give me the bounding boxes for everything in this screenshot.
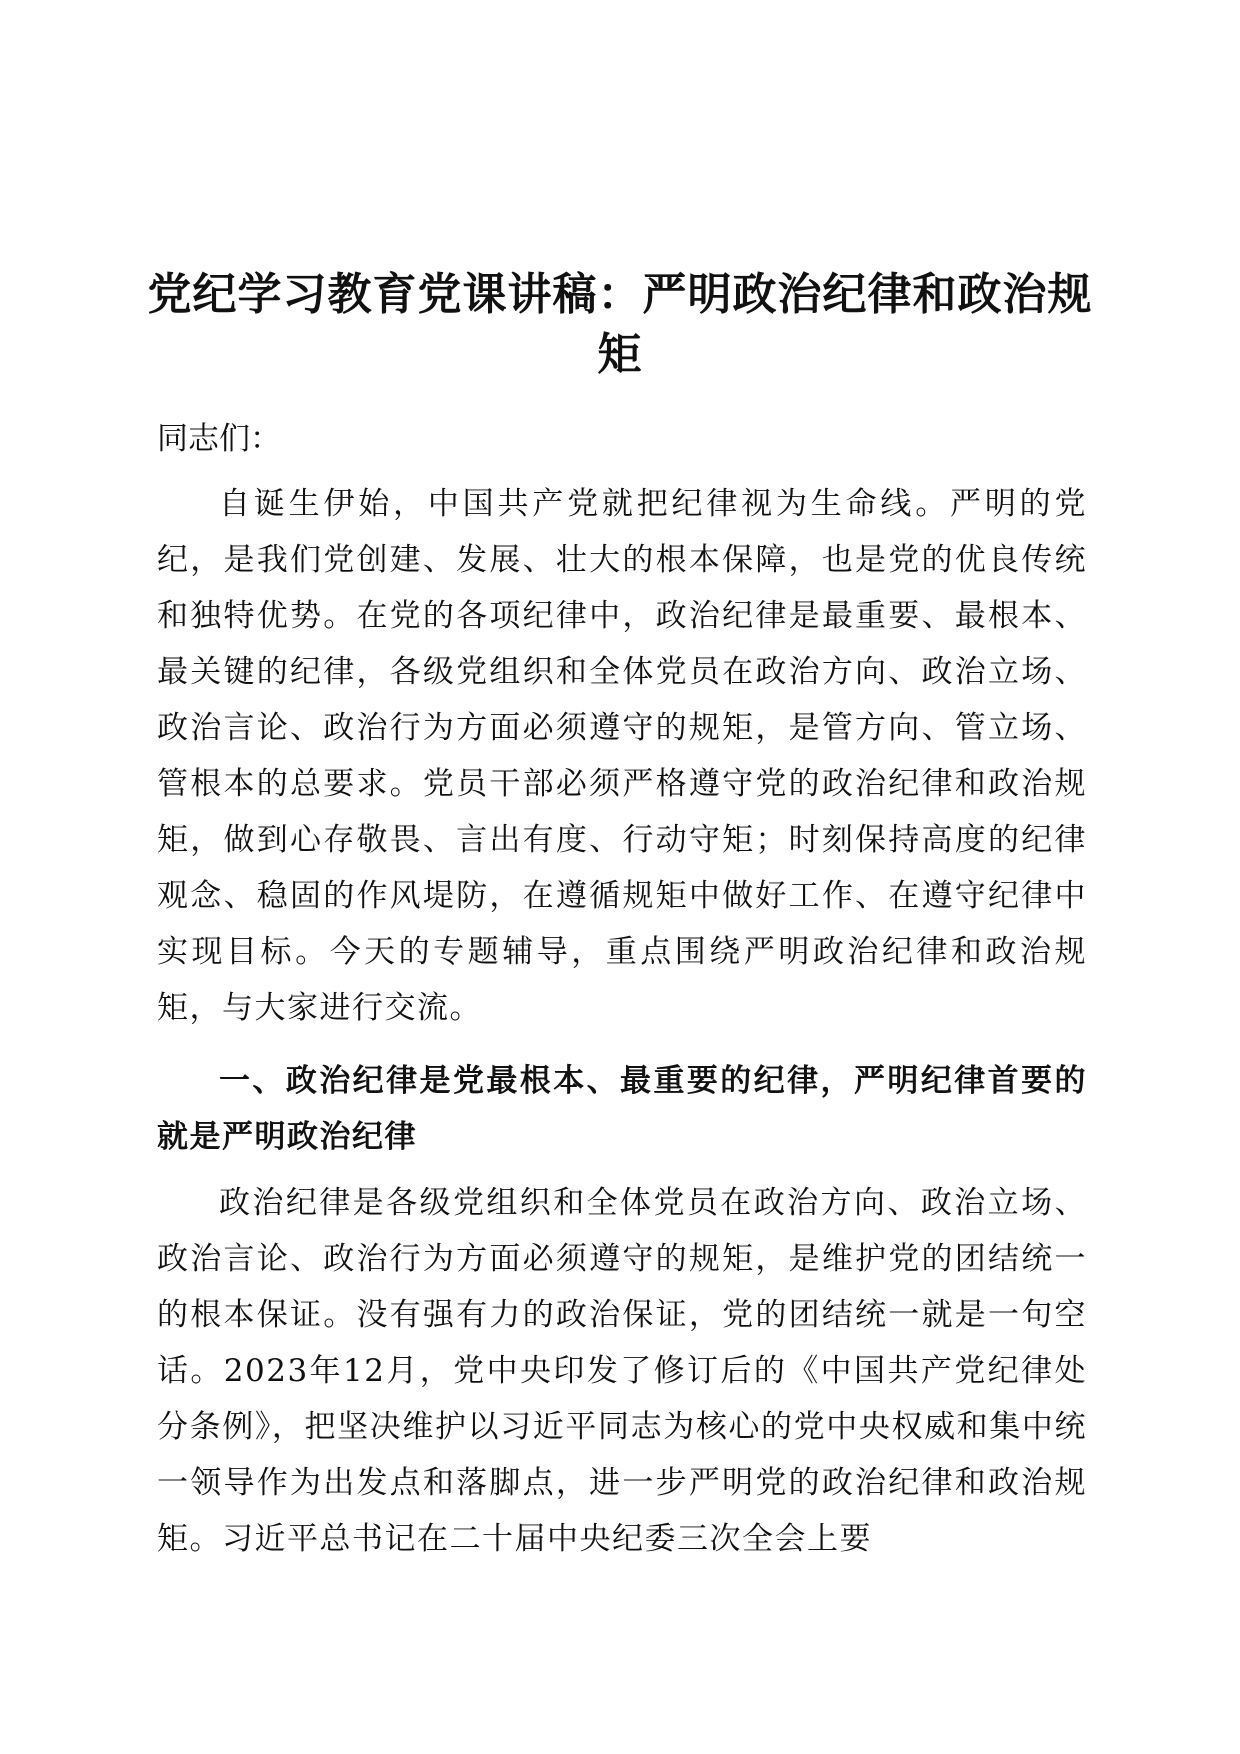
document-title: 党纪学习教育党课讲稿：严明政治纪律和政治规矩 [147,269,1093,380]
salutation: 同志们： [157,421,281,457]
section-heading-1: 一、政治纪律是党最根本、最重要的纪律，严明纪律首要的就是严明政治纪律 [157,1063,1087,1155]
paragraph-section-1: 政治纪律是各级党组织和全体党员在政治方向、政治立场、政治言论、政治行为方面必须遵守的规矩，是维护党的团结统一的根本保证。没有强有力的政治保证，党的团结统一就是一句空话。2023年12月，党中央印发了修订后的《中国共产党纪律处分条例》，把坚决维护以习近平同志为核心的党中央权威和集中统一领导作为出发点和落脚点，进一步严明党的政治纪律和政治规矩。习近平总书记在二十届中央纪委三次全会上要 [157,1185,1087,1557]
paragraph-intro: 自诞生伊始，中国共产党就把纪律视为生命线。严明的党纪，是我们党创建、发展、壮大的根本保障，也是党的优良传统和独特优势。在党的各项纪律中，政治纪律是最重要、最根本、最关键的纪律，各级党组织和全体党员在政治方向、政治立场、政治言论、政治行为方面必须遵守的规矩，是管方向、管立场、管根本的总要求。党员干部必须严格遵守党的政治纪律和政治规矩，做到心存敬畏、言出有度、行动守矩；时刻保持高度的纪律观念、稳固的作风堤防，在遵循规矩中做好工作、在遵守纪律中实现目标。今天的专题辅导，重点围绕严明政治纪律和政治规矩，与大家进行交流。 [157,486,1087,1026]
